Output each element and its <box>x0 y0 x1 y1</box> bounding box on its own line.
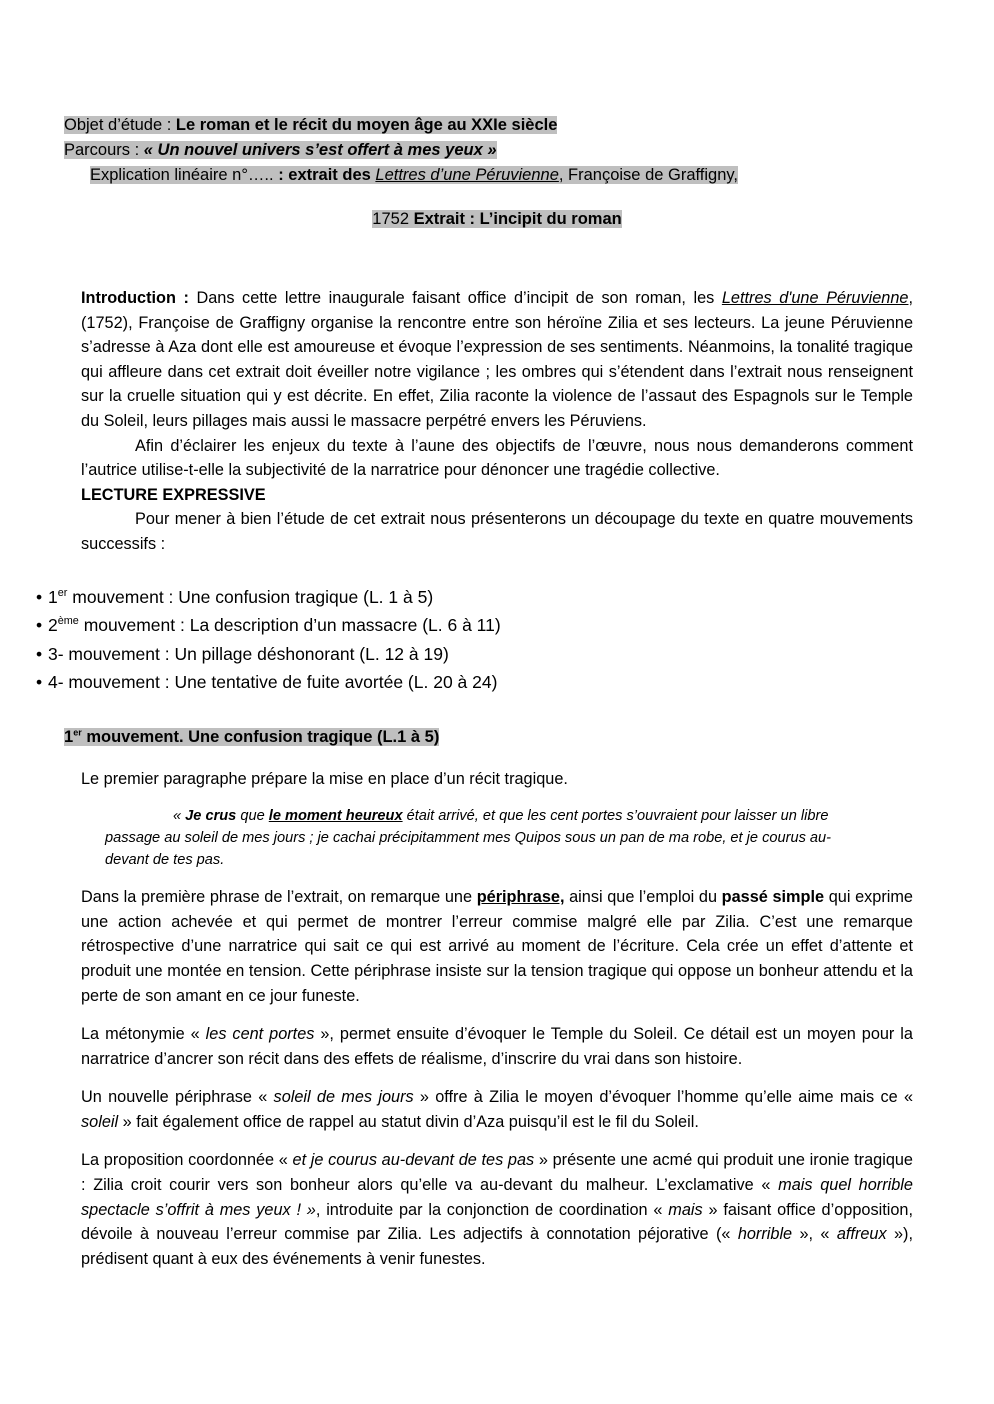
section-ordinal-suffix: er <box>73 727 82 738</box>
mouvement-number: 2 <box>48 615 58 636</box>
explication-label: Explication linéaire n°….. <box>90 166 279 184</box>
list-item <box>36 583 936 612</box>
section1-lead-paragraph: Le premier paragraphe prépare la mise en place d’un récit tragique. <box>81 769 568 788</box>
header-parcours <box>64 138 994 163</box>
analysis1-c: ainsi que l’emploi du <box>564 888 722 907</box>
mouvement-number: 4- <box>48 672 64 693</box>
quote-bold-underline-moment-heureux: le moment heureux <box>268 808 403 825</box>
analysis-paragraph-metonymie <box>81 1022 913 1071</box>
analysis4-b: » présente une acmé qui produit une ironie tragique : Zilia croit courir vers son bonheur alors qu’elle va au-devant du malheur. L’exclamative « <box>81 1151 913 1195</box>
title-text: Extrait : L’incipit du roman <box>413 210 622 228</box>
analysis4-citation-horrible: horrible <box>737 1225 793 1244</box>
explication-colon: : extrait des <box>278 166 376 184</box>
analysis4-citation-mais: mais <box>668 1200 703 1219</box>
analysis2-citation-cent-portes: les cent portes <box>205 1025 315 1044</box>
mouvement-ordinal-suffix: er <box>57 586 68 599</box>
spacer <box>0 232 994 253</box>
title-year: 1752 <box>372 210 414 228</box>
analysis4-citation-courus: et je courus au-devant de tes pas <box>292 1151 535 1170</box>
analysis1-d: qui exprime une action achevée et qui permet de montrer l’erreur commise malgré elle par Zilia. C’est une remarque rétrospective d’une narratrice qui sait ce qui est arrivé au moment de l’écriture. Cela crée un effet d’attente et produit une montée en tension. Cette périphrase insiste sur la tension tragique qui oppose un bonheur attendu et la perte de son amant en ce jour funeste. <box>81 888 913 1005</box>
spacer <box>0 1008 994 1022</box>
section-heading-mouvement-1 <box>64 725 994 750</box>
bullet-icon: • <box>36 615 43 636</box>
introduction-work-title: Lettres d'une Péruvienne <box>721 289 909 307</box>
spacer <box>0 1071 994 1085</box>
analysis4-a: La proposition coordonnée « <box>81 1151 293 1170</box>
mouvements-list <box>36 583 936 697</box>
objet-detude-value: Le roman et le récit du moyen âge au XXIe siècle <box>175 116 558 134</box>
quote-open-guillemet: « <box>173 808 186 825</box>
page-title <box>0 207 994 232</box>
analysis3-citation-soleil: soleil <box>81 1112 119 1131</box>
mouvement-number: 3- <box>48 643 64 664</box>
list-item <box>36 611 936 640</box>
analysis-paragraph-periphrase <box>81 885 913 1008</box>
introduction-text-b: , (1752), Françoise de Graffigny organise la rencontre entre son héroïne Zilia et ses lecteurs. La jeune Péruvienne s’adresse à Aza dont elle est amoureuse et évoque l’expression de ses sentiments. Néanmoins, la tonalité tragique qui affleure dans cet extrait doit éveiller notre vigilance ; les ombres qui s’étendent dans l’extrait nous renseignent sur la cruelle situation qui y est décrite. En effet, Zilia raconte la violence de l’assaut des Espagnols sur le Temple du Soleil, leurs pillages mais aussi le massacre perpétré envers les Péruviens. <box>81 289 913 430</box>
lecture-expressive-heading: LECTURE EXPRESSIVE <box>81 485 266 504</box>
mouvement-label: mouvement : Un pillage déshonorant (L. 12 à 19) <box>63 643 449 664</box>
quote-rest: était arrivé, et que les cent portes s’ouvraient pour laisser un libre passage au soleil de mes jours ; je cachai précipitamment mes Quipos sous un pan de ma robe, et je courus au-devant de tes pas. <box>105 808 832 869</box>
analysis1-term-periphrase: périphrase, <box>476 888 565 907</box>
document-header <box>0 113 994 188</box>
section-number: 1 <box>64 727 74 746</box>
bullet-icon: • <box>36 672 43 693</box>
analysis4-citation-affreux: affreux <box>836 1225 887 1244</box>
analysis3-c: » fait également office de rappel au statut divin d’Aza puisqu’il est le fil du Soleil. <box>118 1112 699 1131</box>
quote-indent <box>105 808 173 824</box>
annonce-plan-paragraph: Pour mener à bien l’étude de cet extrait nous présenterons un découpage du texte en quatre mouvements successifs : <box>81 510 913 553</box>
text-excerpt-quote <box>105 805 865 871</box>
spacer <box>0 750 994 767</box>
analysis4-c: , introduite par la conjonction de coordination « <box>315 1200 669 1219</box>
analysis-paragraph-proposition-coordonnee <box>81 1148 913 1271</box>
analysis3-a: Un nouvelle périphrase « <box>81 1088 274 1107</box>
quote-bold-je-crus: Je crus <box>185 808 237 825</box>
list-item <box>36 640 936 669</box>
parcours-label: Parcours : <box>64 141 144 159</box>
spacer <box>0 871 994 885</box>
quote-mid: que <box>236 808 269 825</box>
explication-work-title: Lettres d’une Péruvienne <box>375 166 559 184</box>
introduction-paragraph <box>81 286 913 434</box>
section-title: mouvement. Une confusion tragique (L.1 à 5) <box>81 727 440 746</box>
analysis3-b: » offre à Zilia le moyen d’évoquer l’homme qu’elle aime mais ce « <box>413 1088 913 1107</box>
problematique-paragraph: Afin d’éclairer les enjeux du texte à l’aune des objectifs de l’œuvre, nous nous demanderons comment l’autrice utilise-t-elle la subjectivité de la narratrice pour dénoncer une tragédie collective. <box>81 436 913 480</box>
analysis4-f: »), prédisent quant à eux des événements à venir funestes. <box>81 1225 913 1268</box>
analysis4-e: », « <box>792 1225 837 1244</box>
analysis1-term-passe-simple: passé simple <box>721 888 825 907</box>
analysis2-a: La métonymie « <box>81 1025 206 1044</box>
analysis2-b: », permet ensuite d’évoquer le Temple du Soleil. Ce détail est un moyen pour la narratrice d’ancrer son récit dans des effets de réalisme, d’inscrire du vrai dans son histoire. <box>81 1025 913 1068</box>
mouvement-number: 1 <box>48 586 58 607</box>
bullet-icon: • <box>36 586 43 607</box>
introduction-text-a: Dans cette lettre inaugurale faisant office d’incipit de son roman, les <box>188 289 722 307</box>
explication-author: , Françoise de Graffigny, <box>558 166 739 184</box>
mouvement-label: mouvement : La description d’un massacre (L. 6 à 11) <box>78 615 501 636</box>
header-objet-detude <box>64 113 994 138</box>
analysis-paragraph-soleil <box>81 1085 913 1134</box>
analysis4-citation-exclamative: mais quel horrible spectacle s’offrit à mes yeux ! » <box>81 1176 913 1219</box>
parcours-value: « Un nouvel univers s’est offert à mes yeux » <box>143 141 497 159</box>
spacer <box>0 1134 994 1148</box>
header-explication-lineaire <box>64 163 994 188</box>
mouvement-ordinal-suffix: ème <box>57 615 79 628</box>
analysis1-a: Dans la première phrase de l’extrait, on remarque une <box>81 888 477 907</box>
objet-detude-label: Objet d’étude : <box>64 116 176 134</box>
bullet-icon: • <box>36 643 43 664</box>
analysis4-d: » faisant office d’opposition, dévoile à nouveau l’erreur commise par Zilia. Les adjectifs à connotation péjorative (« <box>81 1200 913 1244</box>
mouvement-label: mouvement : Une confusion tragique (L. 1 à 5) <box>67 586 434 607</box>
list-item <box>36 668 936 697</box>
mouvement-label: mouvement : Une tentative de fuite avortée (L. 20 à 24) <box>63 672 498 693</box>
introduction-label: Introduction : <box>81 289 189 307</box>
analysis3-citation-soleil-de-mes-jours: soleil de mes jours <box>273 1088 414 1107</box>
